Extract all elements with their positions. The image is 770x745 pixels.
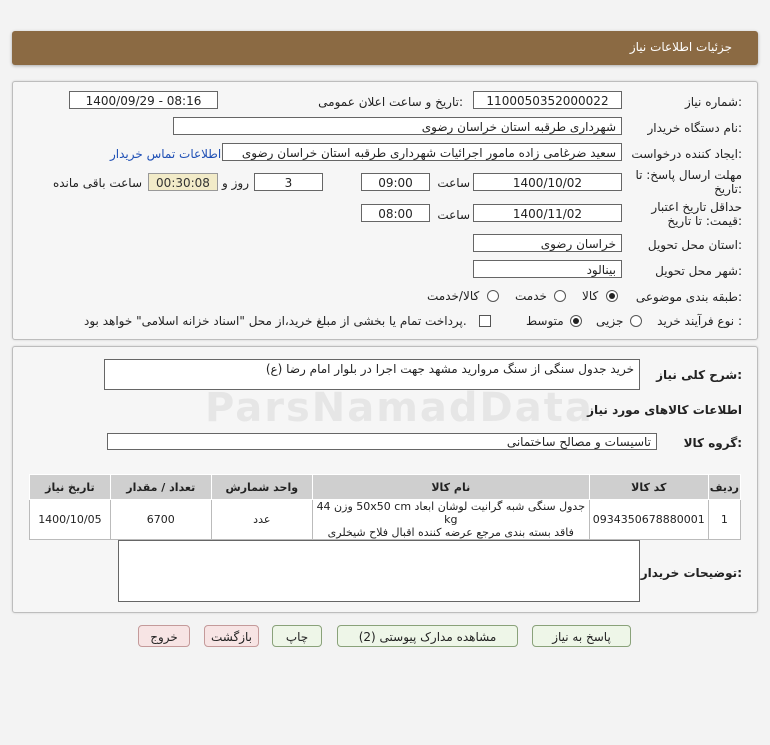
category-radio-goods[interactable] — [606, 290, 618, 302]
category-radio-service[interactable] — [554, 290, 566, 302]
table-row — [30, 500, 741, 540]
process-option-minor: جزیی — [596, 314, 624, 328]
process-label: نوع فرآیند خرید : — [657, 314, 742, 328]
category-radio-both[interactable] — [487, 290, 499, 302]
category-option-service: خدمت — [515, 289, 547, 303]
city-label: شهر محل تحویل: — [655, 264, 742, 278]
col-row: ردیف — [708, 475, 740, 500]
need-number-field: 1100050352000022 — [473, 91, 622, 109]
page-header — [12, 31, 758, 65]
deadline-label-2: تاریخ: — [714, 182, 742, 196]
deadline-time-field: 09:00 — [361, 173, 430, 191]
process-radio-minor[interactable] — [630, 315, 642, 327]
remaining-time-field: 00:30:08 — [148, 173, 218, 191]
exit-button[interactable]: خروج — [138, 625, 190, 647]
cell-unit: عدد — [211, 500, 312, 540]
contact-buyer-link[interactable]: اطلاعات تماس خریدار — [110, 147, 222, 161]
treasury-text: پرداخت تمام یا بخشی از مبلغ خرید،از محل "اسناد خزانه اسلامی" خواهد بود. — [84, 314, 467, 328]
cell-date: 1400/10/05 — [30, 500, 111, 540]
city-field: بینالود — [473, 260, 622, 278]
validity-label-1: حداقل تاریخ اعتبار — [651, 200, 742, 214]
announce-label: تاریخ و ساعت اعلان عمومی: — [318, 95, 463, 109]
col-code: کد کالا — [589, 475, 708, 500]
cell-name-line2: فاقد بسته بندی مرجع عرضه کننده اقبال فلاح شیخلری — [327, 526, 574, 539]
remaining-label: ساعت باقی مانده — [52, 176, 142, 190]
attachments-button[interactable]: مشاهده مدارک پیوستی (2) — [337, 625, 518, 647]
treasury-checkbox[interactable] — [479, 315, 491, 327]
general-desc-label: شرح کلی نیاز: — [656, 368, 742, 382]
cell-code: 0934350678880001 — [589, 500, 708, 540]
announce-datetime-field: 1400/09/29 - 08:16 — [69, 91, 218, 109]
goods-group-field: تاسیسات و مصالح ساختمانی — [107, 433, 657, 450]
creator-field: سعید ضرغامی زاده مامور اجرائیات شهرداری طرقبه استان خراسان رضوی — [222, 143, 622, 161]
province-field: خراسان رضوی — [473, 234, 622, 252]
need-number-label: شماره نیاز: — [684, 95, 742, 109]
goods-info-title: اطلاعات کالاهای مورد نیاز — [587, 403, 742, 417]
category-option-goods: کالا — [582, 289, 599, 303]
process-option-medium: متوسط — [526, 314, 564, 328]
print-button[interactable]: چاپ — [272, 625, 322, 647]
buyer-notes-label: توضیحات خریدار: — [640, 566, 742, 580]
cell-row: 1 — [708, 500, 740, 540]
validity-time-label: ساعت — [437, 208, 470, 222]
days-label: روز و — [222, 176, 249, 190]
category-label: طبقه بندی موضوعی: — [635, 290, 742, 304]
cell-name — [312, 500, 589, 540]
validity-label-2: قیمت: تا تاریخ: — [667, 214, 742, 228]
deadline-time-label: ساعت — [437, 176, 470, 190]
goods-table — [29, 474, 741, 540]
back-button[interactable]: بازگشت — [204, 625, 259, 647]
validity-date-field: 1400/11/02 — [473, 204, 622, 222]
page-title: جزئیات اطلاعات نیاز — [629, 40, 732, 54]
cell-name-line1: جدول سنگی شبه گرانیت لوشان ابعاد 50x50 cm وزن 44 kg — [316, 500, 586, 526]
validity-time-field: 08:00 — [361, 204, 430, 222]
buyer-org-field: شهرداری طرقبه استان خراسان رضوی — [173, 117, 622, 135]
deadline-date-field: 1400/10/02 — [473, 173, 622, 191]
category-option-both: کالا/خدمت — [427, 289, 480, 303]
general-desc-field: خرید جدول سنگی از سنگ مروارید مشهد جهت اجرا در بلوار امام رضا (ع) — [104, 359, 640, 390]
buyer-notes-field — [118, 540, 640, 602]
creator-label: ایجاد کننده درخواست: — [631, 147, 742, 161]
province-label: استان محل تحویل: — [647, 238, 742, 252]
col-unit: واحد شمارش — [211, 475, 312, 500]
process-radio-medium[interactable] — [570, 315, 582, 327]
goods-group-label: گروه کالا: — [683, 436, 742, 450]
buyer-org-label: نام دستگاه خریدار: — [647, 121, 742, 135]
col-date: تاریخ نیاز — [30, 475, 111, 500]
col-qty: تعداد / مقدار — [110, 475, 211, 500]
goods-table-header — [30, 475, 741, 500]
col-name: نام کالا — [312, 475, 589, 500]
reply-button[interactable]: پاسخ به نیاز — [532, 625, 631, 647]
days-field: 3 — [254, 173, 323, 191]
deadline-label-1: مهلت ارسال پاسخ: تا — [635, 168, 742, 182]
cell-qty: 6700 — [110, 500, 211, 540]
